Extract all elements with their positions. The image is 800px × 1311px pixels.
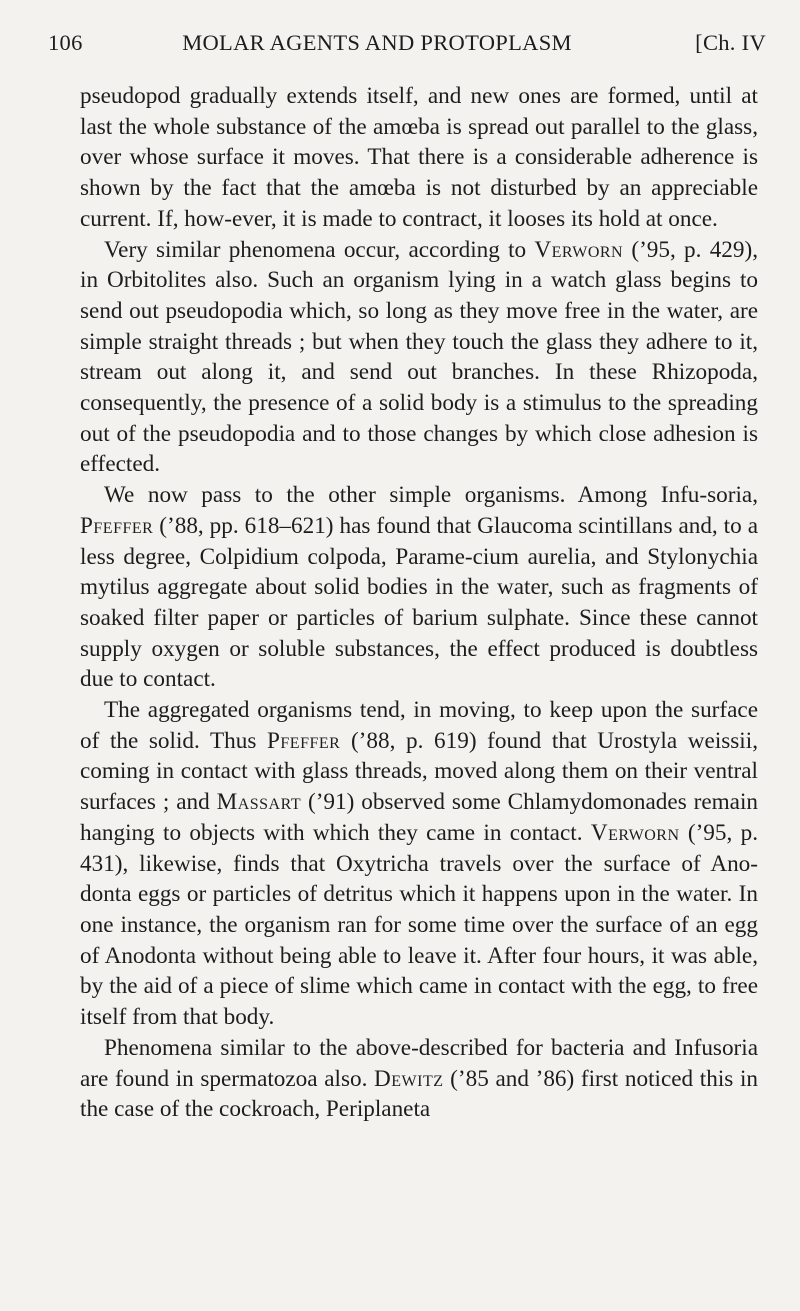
running-title: MOLAR AGENTS AND PROTOPLASM bbox=[182, 30, 572, 55]
paragraph bbox=[80, 1033, 758, 1125]
text-run: (’88, p. 619) found that Urostyla weissii, coming in contact with glass threads, moved along them on their ventral surfaces ; and bbox=[80, 727, 758, 816]
text-run: Very similar phenomena occur, according to bbox=[104, 236, 535, 263]
text-run: (’88, pp. 618–621) has found that Glaucoma scintillans and, to a less degree, Colpidium colpoda, Parame-cium aurelia, and Stylonychia mytilus aggregate about solid bodies in the water, such as fragments of soaked filter paper or particles of barium sulphate. Since these cannot supply oxygen or soluble substances, the effect produced is doubtless due to contact. bbox=[80, 512, 758, 693]
text-run: Phenomena similar to the above-described for bacteria and Infusoria are found in spermatozoa also. bbox=[80, 1034, 758, 1092]
author-name: Pfeffer bbox=[80, 512, 154, 539]
author-name: Massart bbox=[216, 789, 302, 816]
page-number: 106 bbox=[48, 30, 83, 55]
text-run: (’91) observed some Chlamydomonades remain hanging to objects with which they came in contact. bbox=[80, 789, 758, 846]
text-run: pseudopod gradually extends itself, and new ones are formed, until at last the whole substance of the amœba is spread out parallel to the glass, over whose surface it moves. That there is a considerable adherence is shown by the fact that the amœba is not disturbed by an appreciable current. If, how-ever, it is made to contract, it looses its hold at once. bbox=[80, 83, 758, 232]
paragraph bbox=[80, 480, 758, 695]
paragraph bbox=[80, 695, 758, 1033]
text-run: We now pass to the other simple organisms. Among Infu-soria, bbox=[104, 482, 758, 509]
text-run: (’95, p. 429), in Orbitolites also. Such an organism lying in a watch glass begins to send out pseudopodia which, so long as they move free in the water, are simple straight threads ; but when they touch the glass they adhere to it, stream out along it, and send out branches. In these Rhizopoda, consequently, the presence of a solid body is a stimulus to the spreading out of the pseudopodia and to those changes by which close adhesion is effected. bbox=[80, 236, 758, 478]
paragraph bbox=[80, 235, 758, 481]
text-run: (’95, p. 431), likewise, finds that Oxytricha travels over the surface of Ano-donta eggs or particles of detritus which it happens upon in the water. In one instance, the organism ran for some time over the surface of an egg of Anodonta without being able to leave it. After four hours, it was able, by the aid of a piece of slime which came in contact with the egg, to free itself from that body. bbox=[80, 819, 758, 1031]
author-name: Verworn bbox=[590, 819, 680, 846]
author-name: Pfeffer bbox=[267, 727, 341, 754]
text-run: The aggregated organisms tend, in moving, to keep upon the surface of the solid. Thus bbox=[80, 697, 758, 754]
author-name: Dewitz bbox=[374, 1065, 444, 1092]
text-run: (’85 and ’86) first noticed this in the case of the cockroach, Periplaneta bbox=[80, 1065, 758, 1123]
author-name: Verworn bbox=[534, 236, 624, 263]
body-text bbox=[80, 81, 758, 1125]
paragraph bbox=[80, 81, 758, 235]
running-header bbox=[48, 30, 766, 64]
chapter-label: [Ch. IV bbox=[695, 30, 766, 55]
